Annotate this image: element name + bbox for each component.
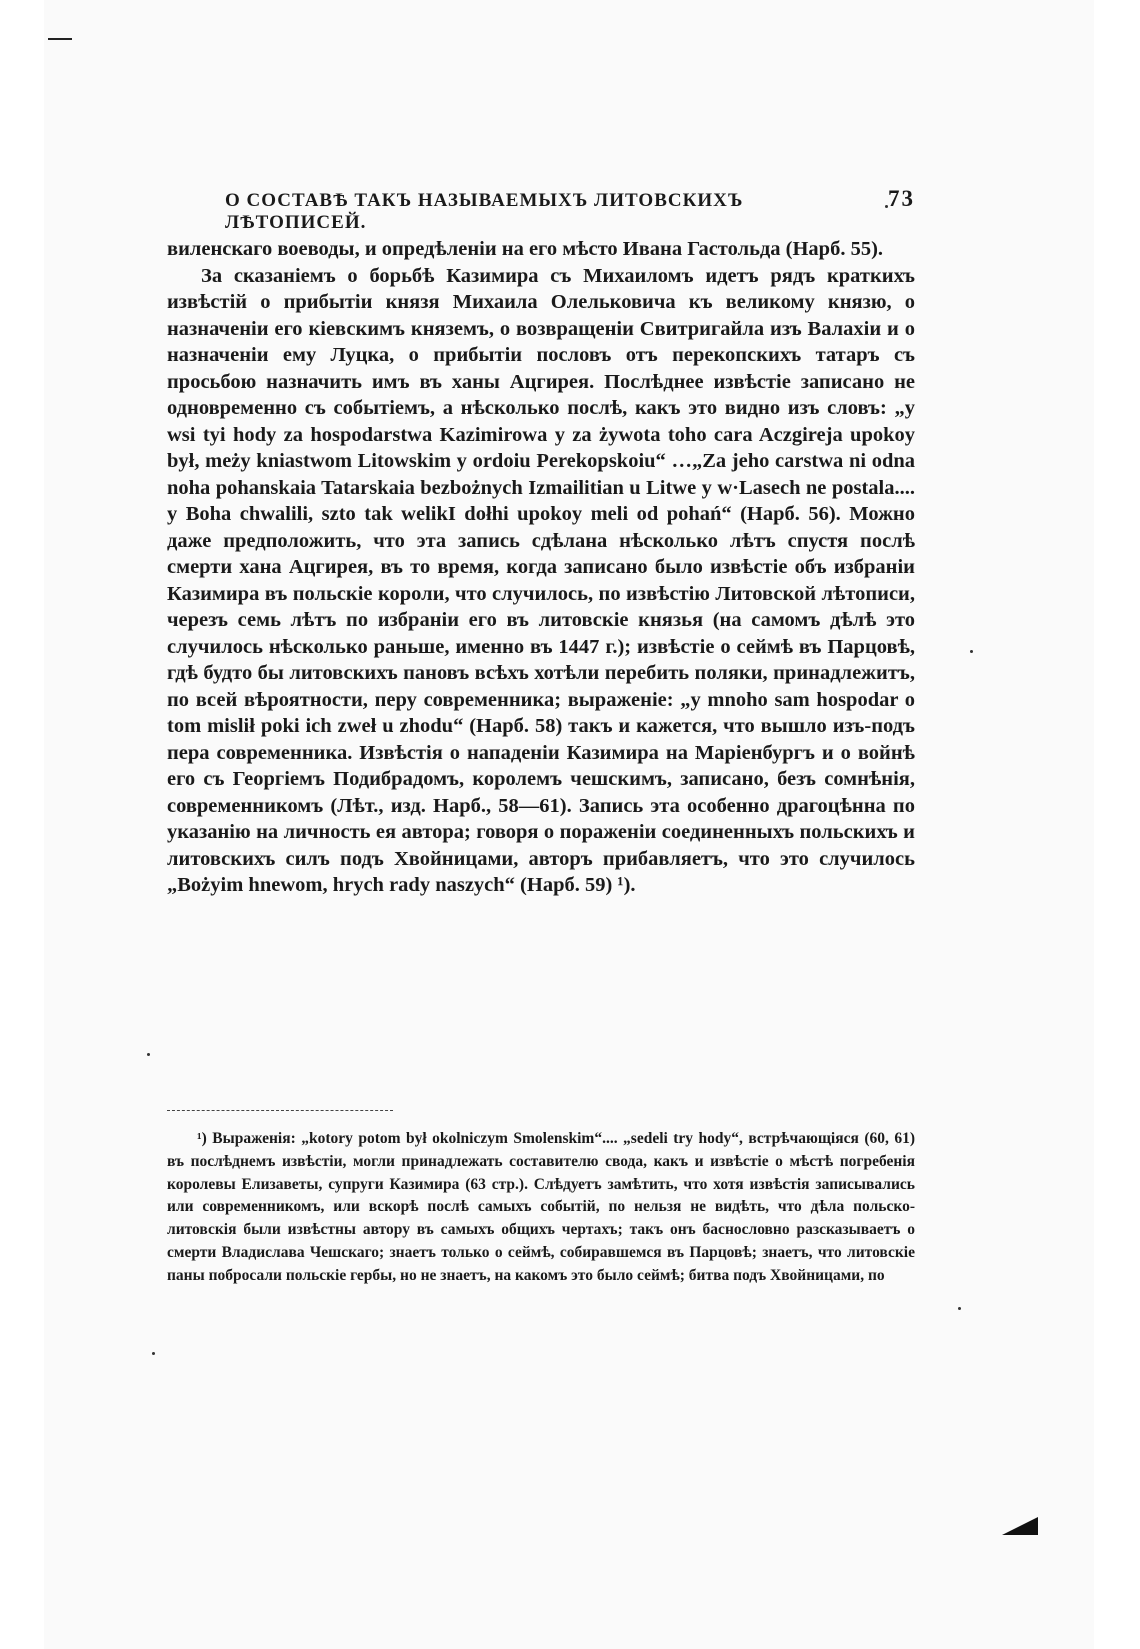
speck — [152, 1352, 155, 1355]
page-number: 73 — [888, 186, 915, 211]
margin-dash — [48, 38, 72, 40]
body-paragraph: За сказаніемъ о борьбѣ Казимира съ Михаиломъ идетъ рядъ краткихъ извѣстій о прибытіи князя Михаила Олельковича къ великому князю, о назначеніи его кіевскимъ княземъ, о возвращеніи Свитригайла изъ Валахіи и о назначеніи ему Луцка, о прибытіи пословъ отъ перекопскихъ татаръ съ просьбою назначить имъ въ ханы Ацгирея. Послѣднее извѣстіе записано не одновременно съ событіемъ, а нѣсколько послѣ, какъ это видно изъ словъ: „y wsi tyi hody za hospodarstwa Kazimirowa y za żywota toho cara Aczgireja upokoy był, meży kniastwom Litowskim y ordoiu Perekopskoiu“ …„Za jeho carstwa ni odna noha pohanskaia Tatarskaia bezbożnych Izmailitian u Litwe y w·Lasech ne postala.... y Boha chwalili, szto tak welikI dołhi upokoy meli od pohań“ (Нарб. 56). Можно даже предположить, что эта запись сдѣлана нѣсколько лѣтъ спустя послѣ смерти хана Ацгирея, въ то время, когда записано было извѣстіе объ избраніи Казимира въ польскіе короли, что случилось, по извѣстію Литовской лѣтописи, черезъ семь лѣтъ по избраніи его въ литовскіе князья (на самомъ дѣлѣ это случилось нѣсколько раньше, именно въ 1447 г.); извѣстіе о сеймѣ въ Парцовѣ, гдѣ будто бы литовскихъ пановъ всѣхъ хотѣли перебить поляки, принадлежитъ, по всей вѣроятности, перу современника; выраженіе: „y mnoho sam hospodar o tom mislił poki ich zweł u zhodu“ (Нарб. 58) такъ и кажется, что вышло изъ-подъ пера современника. Извѣстія о нападеніи Казимира на Маріенбургъ и о войнѣ его съ Георгіемъ Подибрадомъ, королемъ чешскимъ, записано, безъ сомнѣнія, современникомъ (Лѣт., изд. Нарб., 58—61). Запись эта особенно драгоцѣнна по указанію на личность ея автора; говоря о пораженіи соединенныхъ польскихъ и литовскихъ силъ подъ Хвойницами, авторъ прибавляетъ, что это случилось „Bożyim hnewom, hrych rady naszych“ (Нарб. 59) ¹). — [167, 264, 915, 896]
page-corner-mark — [1000, 1515, 1040, 1537]
speck — [970, 650, 973, 653]
speck — [147, 1053, 150, 1056]
continuation-paragraph: виленскаго воеводы, и опредѣленіи на его мѣсто Ивана Гастольда (Нарб. 55). — [167, 238, 884, 260]
header-title: О СОСТАВѢ ТАКЪ НАЗЫВАЕМЫХЪ ЛИТОВСКИХЪ ЛѢТОПИСЕЙ. — [225, 190, 744, 233]
footnote-text: ¹) Выраженія: „kotory potom był okolniczym Smolenskim“.... „sedeli try hody“, встрѣчающіяся (60, 61) въ послѣднемъ извѣстіи, могли принадлежать составителю свода, какъ и извѣстіе о мѣстѣ погребенія королевы Елизаветы, супруги Казимира (63 стр.). Слѣдуетъ замѣтить, что хотя извѣстія записывались или современникомъ, или вскорѣ послѣ самыхъ событій, по нельзя не видѣть, что дѣла польско-литовскія были извѣстны автору въ самыхъ общихъ чертахъ; такъ онъ баснословно разсказываетъ о смерти Владислава Чешскаго; знаетъ только о сеймѣ, собиравшемся въ Парцовѣ; знаетъ, что литовскіе паны побросали польскіе гербы, но не знаетъ, на какомъ это было сеймѣ; битва подъ Хвойницами, по — [167, 1130, 915, 1284]
running-header — [225, 186, 915, 234]
speck — [958, 1307, 961, 1310]
footnote-separator — [167, 1110, 393, 1111]
speck — [885, 205, 888, 208]
main-text — [167, 236, 915, 899]
footnote — [167, 1128, 915, 1288]
